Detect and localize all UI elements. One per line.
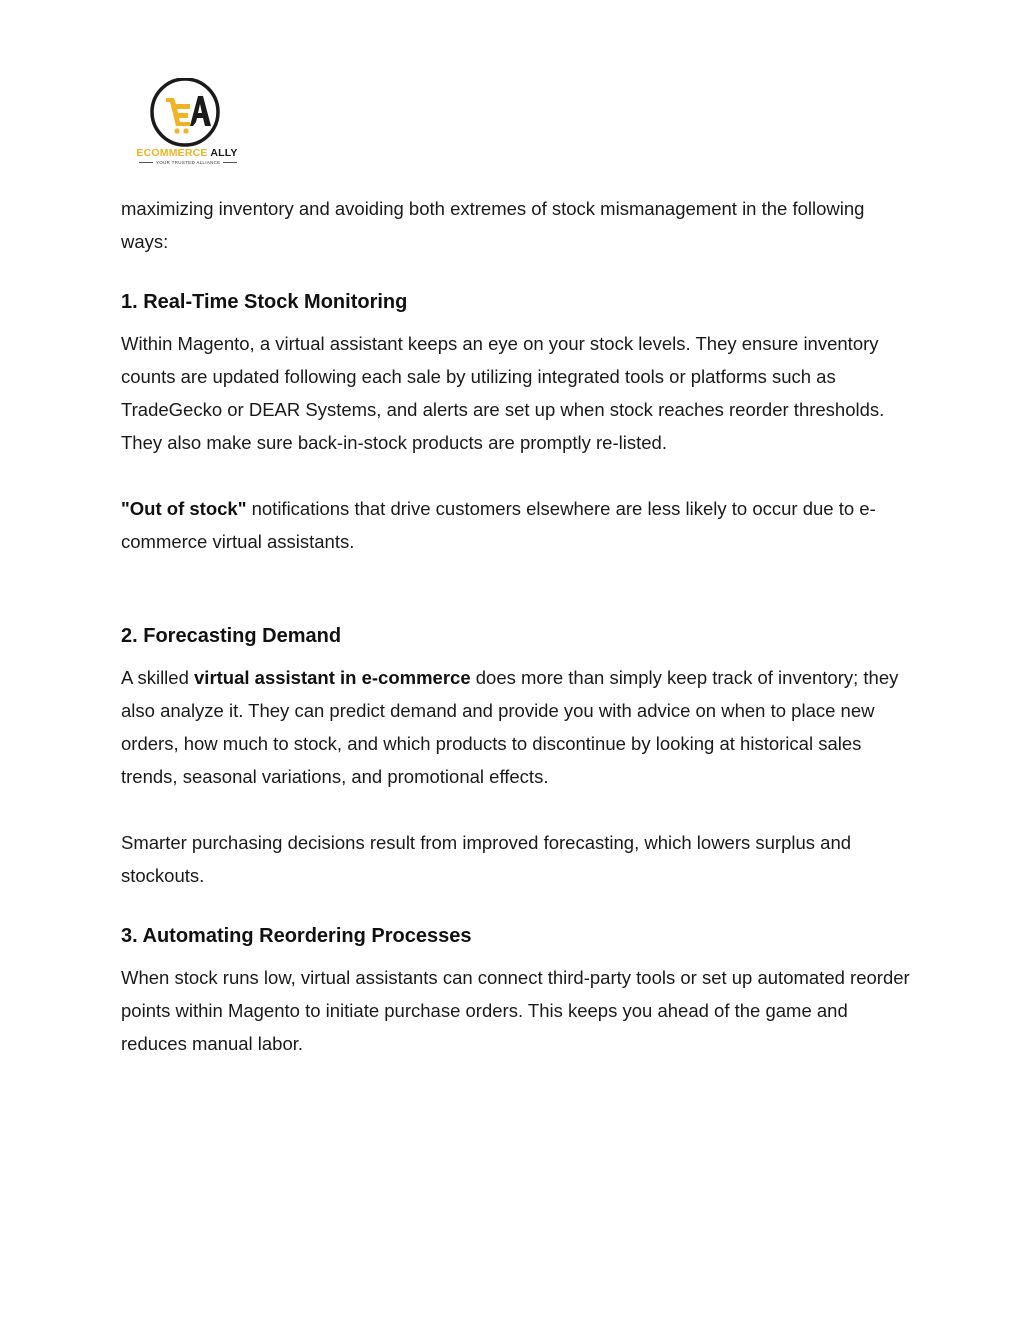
forecasting-text-rest: does more than simply keep track of inventory; they also analyze it. They can predict demand and provide you with advice on when to place new orders, how much to stock, and which products to discontinue by looking at historical sales trends, seasonal variations, and promotional effects.	[121, 667, 899, 787]
virtual-assistant-emphasis: virtual assistant in e-commerce	[194, 667, 471, 688]
forecasting-summary-paragraph: Smarter purchasing decisions result from improved forecasting, which lowers surplus and stockouts.	[121, 832, 852, 886]
intro-paragraph: maximizing inventory and avoiding both extremes of stock mismanagement in the following ways:	[121, 198, 865, 252]
out-of-stock-paragraph	[121, 492, 911, 558]
forecasting-text-start: A skilled	[121, 667, 195, 688]
out-of-stock-text: notifications that drive customers elsewhere are less likely to occur due to e-commerce virtual assistants.	[121, 498, 876, 552]
forecasting-paragraph	[121, 661, 911, 793]
logo-brand-name: ECOMMERCE ALLY	[136, 147, 238, 159]
cart-ea-monogram-icon	[132, 78, 242, 148]
section-heading-forecasting: 2. Forecasting Demand	[121, 625, 342, 647]
article-body	[121, 192, 911, 1060]
stock-monitoring-paragraph: Within Magento, a virtual assistant keeps an eye on your stock levels. They ensure inventory counts are updated following each sale by utilizing integrated tools or platforms such as TradeGecko or DEAR Systems, and alerts are set up when stock reaches reorder thresholds. They also make sure back-in-stock products are promptly re-listed.	[121, 333, 885, 453]
section-heading-reordering: 3. Automating Reordering Processes	[121, 925, 472, 947]
section-heading-stock-monitoring: 1. Real-Time Stock Monitoring	[121, 291, 408, 313]
reordering-paragraph: When stock runs low, virtual assistants can connect third-party tools or set up automated reorder points within Magento to initiate purchase orders. This keeps you ahead of the game and reduces manual labor.	[121, 967, 910, 1054]
logo-tagline: YOUR TRUSTED ALLIANCE	[136, 160, 238, 165]
company-logo	[132, 78, 242, 170]
out-of-stock-emphasis: "Out of stock"	[121, 498, 247, 519]
